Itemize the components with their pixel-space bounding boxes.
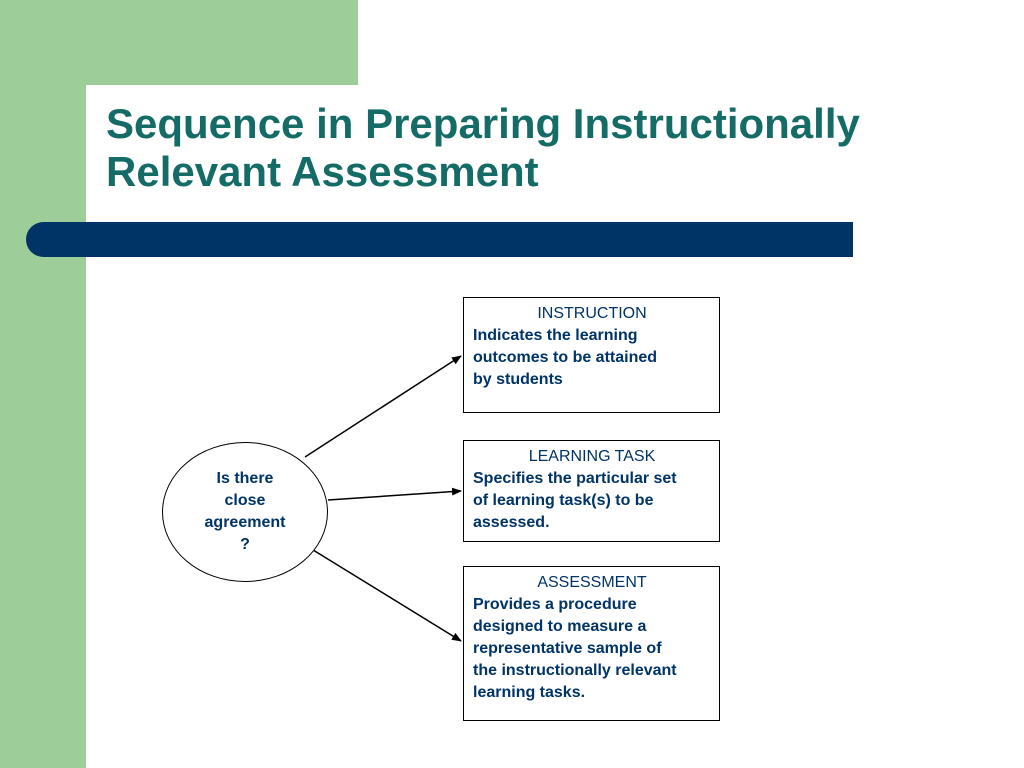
assessment-box xyxy=(463,566,720,721)
arrow-to-learning-task xyxy=(328,491,461,500)
arrow-to-assessment xyxy=(305,545,461,641)
learning-task-description: Specifies the particular set of learning task(s) to be assessed. xyxy=(473,470,677,531)
slide-title: Sequence in Preparing Instructionally Relevant Assessment xyxy=(106,100,860,195)
arrow-to-instruction xyxy=(305,356,461,457)
instruction-title: INSTRUCTION xyxy=(537,305,647,322)
instruction-description: Indicates the learning outcomes to be attained by students xyxy=(473,327,658,388)
assessment-description: Provides a procedure designed to measure a representative sample of the instructionally relevant learning tasks. xyxy=(473,596,677,701)
decision-question: Is there close agreement ? xyxy=(204,470,286,553)
learning-task-box xyxy=(463,440,720,542)
decision-ellipse xyxy=(162,442,328,582)
assessment-title: ASSESSMENT xyxy=(537,574,647,591)
instruction-box xyxy=(463,297,720,413)
learning-task-title: LEARNING TASK xyxy=(528,448,656,465)
